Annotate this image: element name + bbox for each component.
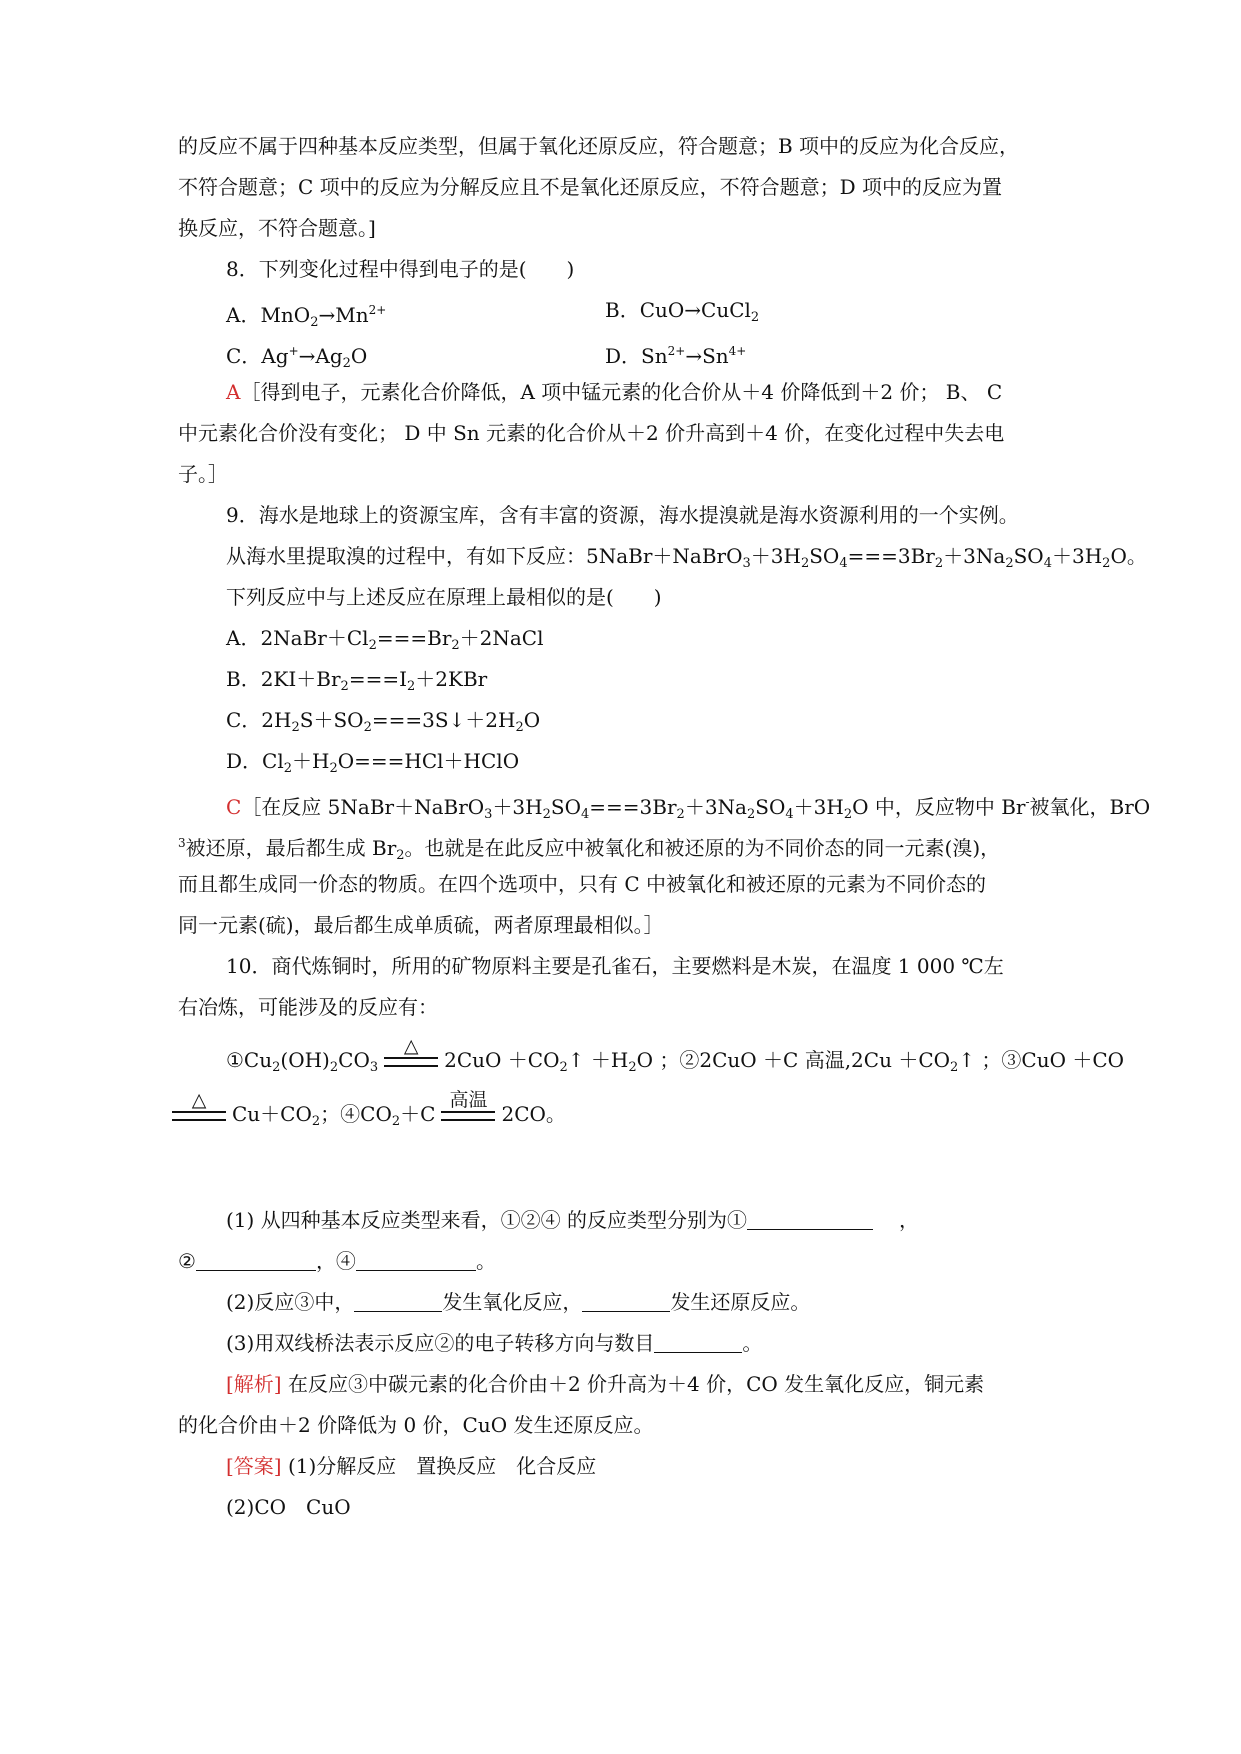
answer-letter: A bbox=[226, 380, 241, 404]
question-8-options-row1 bbox=[226, 295, 386, 338]
answer-blank[interactable] bbox=[196, 1250, 316, 1271]
text-line: $^3$被还原，最后都生成 $Br_2$。也就是在此反应中被氧化和被还原的为不同价态的同一元素(溴)， bbox=[178, 836, 1001, 863]
triangle-icon: △ bbox=[191, 1088, 207, 1111]
question-8-stem: 8．下列变化过程中得到电子的是( ) bbox=[226, 257, 575, 281]
answer-blank[interactable] bbox=[654, 1332, 742, 1353]
option-d: D．$Cl_2+H_2O===HCl+HClO$ bbox=[226, 749, 520, 776]
text-line: 换反应，不符合题意。] bbox=[178, 216, 376, 240]
question-10-part-1-cont: ② ，④ 。 bbox=[178, 1249, 496, 1273]
question-9-explanation: C［在反应 $5NaBr+NaBrO_3+3H_2SO_4===3Br_2+3Na_2SO_4+3H_2O$ 中，反应物中 Br-被氧化，BrO bbox=[226, 795, 1151, 822]
answer-letter: C bbox=[226, 795, 242, 819]
text-line: 不符合题意；C 项中的反应为分解反应且不是氧化还原反应，不符合题意；D 项中的反应为置 bbox=[178, 175, 1003, 199]
answer-blank[interactable] bbox=[747, 1209, 873, 1230]
option-a: A．$2NaBr+Cl_2===Br_2+2NaCl$ bbox=[226, 626, 544, 653]
text-line: 而且都生成同一价态的物质。在四个选项中，只有 C 中被氧化和被还原的元素为不同价态的 bbox=[178, 872, 987, 896]
option-b: B．CuO→CuCl$_2$ bbox=[605, 298, 760, 325]
question-9-stem: 9．海水是地球上的资源宝库，含有丰富的资源，海水提溴就是海水资源利用的一个实例。 bbox=[226, 503, 1019, 527]
answer-tag: [答案] bbox=[226, 1454, 282, 1478]
question-8-explanation: A［得到电子，元素化合价降低，A 项中锰元素的化合价从＋4 价降低到＋2 价； B、 C bbox=[226, 380, 1003, 404]
text-line: 中元素化合价没有变化； D 中 Sn 元素的化合价从＋2 价升高到＋4 价，在变化过程中失去电 bbox=[178, 421, 1005, 445]
answer-line: [答案] (1)分解反应 置换反应 化合反应 bbox=[226, 1454, 597, 1478]
option-c: C．$2H_2S+SO_2===3S↓+2H_2O$ bbox=[226, 708, 541, 735]
option-c: C．$Ag^+\to Ag_2O$ bbox=[226, 344, 368, 371]
question-10-part-1: (1) 从四种基本反应类型来看，①②④ 的反应类型分别为① ， bbox=[226, 1208, 920, 1232]
text-line: 右冶炼，可能涉及的反应有： bbox=[178, 995, 438, 1019]
option-a: A．$MnO_2\to Mn^{2+}$ bbox=[226, 303, 387, 330]
reaction-line-2: △ $Cu+CO_2$；$④CO_2+C$ 高温 2CO。 bbox=[172, 1086, 566, 1150]
option-d: D．$Sn^{2+}\to Sn^{4+}$ bbox=[605, 344, 747, 368]
analysis-line: [解析] 在反应③中碳元素的化合价由＋2 价升高为＋4 价，CO 发生氧化反应，铜元素 bbox=[226, 1372, 985, 1396]
question-9-reaction: 从海水里提取溴的过程中，有如下反应：$5NaBr+NaBrO_3+3H_2SO_4===3Br_2+3Na_2SO_4+3H_2O$。 bbox=[226, 544, 1147, 571]
heat-equals-sign bbox=[172, 1089, 226, 1143]
question-10-stem: 10．商代炼铜时，所用的矿物原料主要是孔雀石，主要燃料是木炭，在温度 1 000 ℃左 bbox=[226, 954, 1004, 978]
reaction-line-1: $①Cu_2(OH)_2CO_3$ △ $2CuO +CO_2↑ +H_2O$ ；②2CuO ＋C 高温$,2Cu +CO_2↑$ ；③CuO ＋CO bbox=[226, 1032, 1124, 1096]
text-line: 同一元素(硫)，最后都生成单质硫，两者原理最相似。］ bbox=[178, 913, 664, 937]
option-b: B．$2KI+Br_2===I_2+2KBr$ bbox=[226, 667, 488, 694]
analysis-tag: [解析] bbox=[226, 1372, 282, 1396]
question-10-part-3: (3)用双线桥法表示反应②的电子转移方向与数目 。 bbox=[226, 1331, 763, 1355]
text-line: (2)CO CuO bbox=[226, 1495, 351, 1519]
question-10-part-2: (2)反应③中， 发生氧化反应， 发生还原反应。 bbox=[226, 1290, 811, 1314]
text-line: 的反应不属于四种基本反应类型，但属于氧化还原反应，符合题意；B 项中的反应为化合反应， bbox=[178, 134, 1020, 158]
answer-blank[interactable] bbox=[582, 1291, 670, 1312]
triangle-icon: △ bbox=[403, 1034, 419, 1057]
text-line: 下列反应中与上述反应在原理上最相似的是( ) bbox=[226, 585, 662, 609]
high-temperature-equals-sign: 高温 bbox=[441, 1089, 495, 1143]
heat-equals-sign bbox=[384, 1035, 438, 1089]
text-line: 子。］ bbox=[178, 462, 228, 486]
answer-blank[interactable] bbox=[356, 1250, 476, 1271]
answer-blank[interactable] bbox=[354, 1291, 442, 1312]
text-line: 的化合价由＋2 价降低为 0 价，CuO 发生还原反应。 bbox=[178, 1413, 654, 1437]
